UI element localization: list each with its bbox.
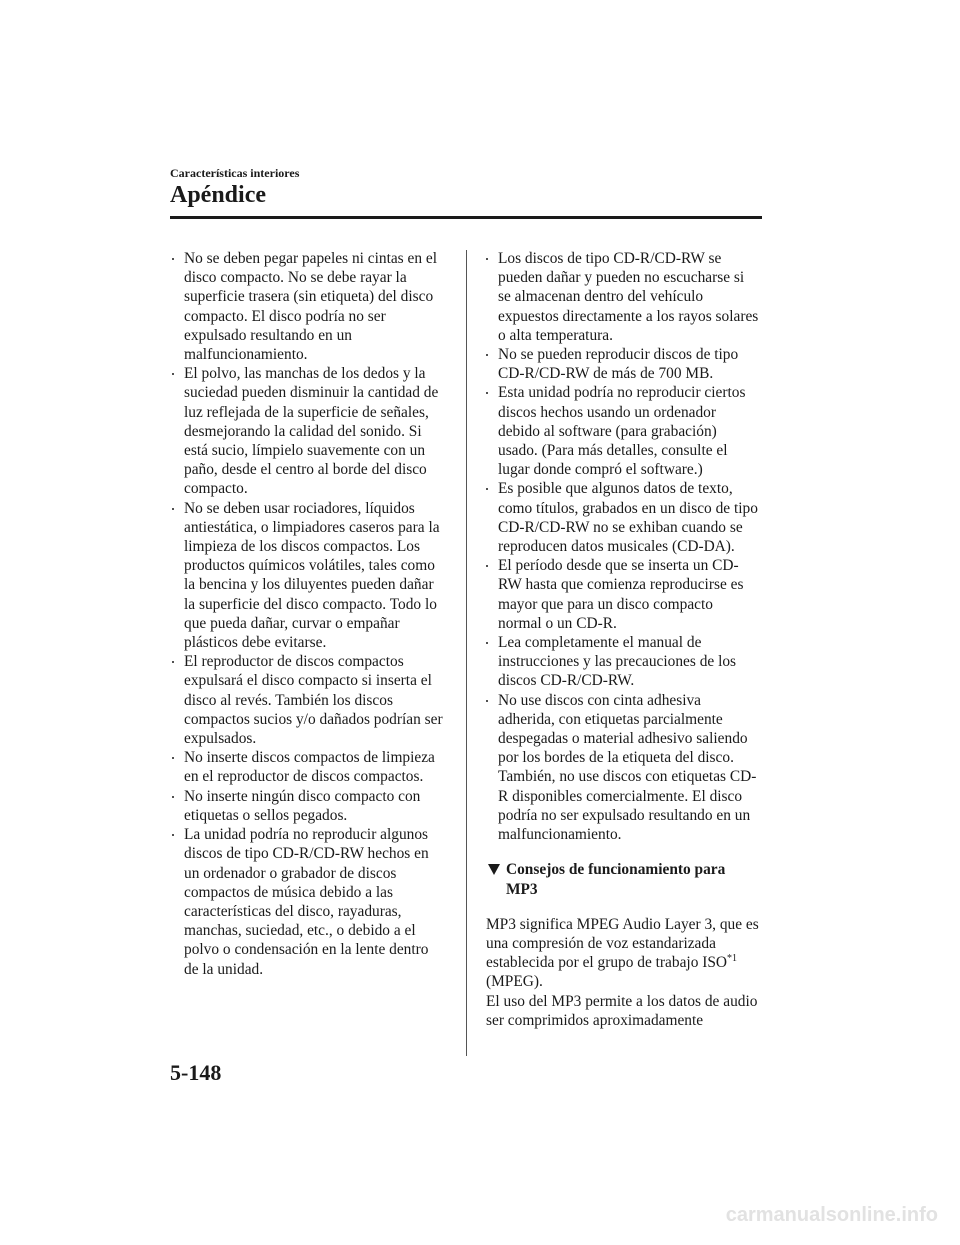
list-item-text: La unidad podría no reproducir algunos discos de tipo CD-R/CD-RW hechos en un ordenador o grabador de discos compactos de música debido a las características del disco, rayaduras, manchas, suciedad, etc., o debido a el polvo o condensación en la lente dentro de la unidad. bbox=[184, 826, 429, 978]
bullet-dot-icon bbox=[172, 258, 174, 260]
list-item bbox=[172, 787, 446, 825]
bullet-dot-icon bbox=[486, 565, 488, 567]
list-item-text: El polvo, las manchas de los dedos y la suciedad pueden disminuir la cantidad de luz reflejada de la superficie de señales, desmejorando la calidad del sonido. Si está sucio, límpielo suavemente con un paño, desde el centro al borde del disco compacto. bbox=[184, 365, 439, 498]
bullet-dot-icon bbox=[486, 488, 488, 490]
bullet-dot-icon bbox=[486, 392, 488, 394]
list-item bbox=[486, 479, 760, 556]
list-item bbox=[172, 825, 446, 979]
mp3-subheading bbox=[486, 860, 760, 898]
list-item bbox=[172, 652, 446, 748]
list-item bbox=[486, 345, 760, 383]
list-item-text: No inserte discos compactos de limpieza en el reproductor de discos compactos. bbox=[184, 749, 435, 786]
section-label: Características interiores bbox=[170, 166, 300, 180]
bullet-dot-icon bbox=[486, 642, 488, 644]
subheading-text: Consejos de funcionamiento para MP3 bbox=[506, 861, 726, 898]
list-item-text: Esta unidad podría no reproducir ciertos discos hechos usando un ordenador debido al software (para grabación) usado. (Para más detalles, consulte el lugar donde compró el software.) bbox=[498, 384, 746, 479]
paragraph-tail: (MPEG). bbox=[486, 973, 543, 991]
list-item-text: El reproductor de discos compactos expulsará el disco compacto si inserta el disco al revés. También los discos compactos sucios y/o dañados podrían ser expulsados. bbox=[184, 653, 443, 748]
list-item bbox=[172, 364, 446, 498]
list-item-text: No inserte ningún disco compacto con etiquetas o sellos pegados. bbox=[184, 787, 421, 824]
list-item bbox=[172, 249, 446, 364]
list-item-text: No se deben pegar papeles ni cintas en el disco compacto. No se debe rayar la superficie trasera (sin etiqueta) del disco compacto. El disco podría no ser expulsado resultando en un malfuncionamiento. bbox=[184, 250, 437, 364]
chapter-title: Apéndice bbox=[170, 182, 266, 208]
right-column bbox=[486, 249, 760, 1030]
bullet-dot-icon bbox=[172, 834, 174, 836]
list-item bbox=[486, 691, 760, 845]
bullet-dot-icon bbox=[486, 354, 488, 356]
list-item-text: Es posible que algunos datos de texto, como títulos, grabados en un disco de tipo CD-R/CD-RW no se exhiban cuando se reproducen datos musicales (CD-DA). bbox=[498, 480, 758, 556]
footnote-marker: *1 bbox=[727, 952, 738, 964]
triangle-down-icon bbox=[488, 864, 500, 875]
paragraph-text-2: El uso del MP3 permite a los datos de audio ser comprimidos aproximadamente bbox=[486, 992, 758, 1029]
bullet-dot-icon bbox=[172, 508, 174, 510]
list-item bbox=[486, 383, 760, 479]
list-item-text: No use discos con cinta adhesiva adherida, con etiquetas parcialmente despegadas o material adhesivo saliendo por los bordes de la etiqueta del disco. También, no use discos con etiquetas CD-R disponibles comercialmente. El disco podría no ser expulsado resultando en un malfuncionamiento. bbox=[498, 691, 757, 844]
list-item-text: No se deben usar rociadores, líquidos antiestática, o limpiadores caseros para la limpieza de los discos compactos. Los productos químicos volátiles, tales como la bencina y los diluyentes pueden dañar la superficie del disco compacto. Todo lo que pueda dañar, curvar o empañar plásticos debe evitarse. bbox=[184, 499, 440, 652]
left-bullet-list bbox=[172, 249, 446, 979]
list-item bbox=[486, 249, 760, 345]
mp3-paragraph bbox=[486, 915, 760, 1030]
column-divider bbox=[466, 250, 467, 1056]
list-item-text: Lea completamente el manual de instrucciones y las precauciones de los discos CD-R/CD-RW. bbox=[498, 634, 737, 690]
bullet-dot-icon bbox=[172, 757, 174, 759]
list-item bbox=[486, 633, 760, 691]
page-number: 5-148 bbox=[170, 1060, 222, 1085]
left-column bbox=[172, 249, 446, 979]
header-rule bbox=[170, 216, 762, 219]
list-item bbox=[172, 748, 446, 786]
bullet-dot-icon bbox=[172, 661, 174, 663]
bullet-dot-icon bbox=[172, 796, 174, 798]
bullet-dot-icon bbox=[486, 700, 488, 702]
right-bullet-list bbox=[486, 249, 760, 844]
list-item bbox=[172, 499, 446, 653]
bullet-dot-icon bbox=[486, 258, 488, 260]
watermark-logo: carmanualsonline.info bbox=[725, 1204, 938, 1226]
list-item bbox=[486, 556, 760, 633]
list-item-text: No se pueden reproducir discos de tipo CD-R/CD-RW de más de 700 MB. bbox=[498, 346, 739, 383]
bullet-dot-icon bbox=[172, 373, 174, 375]
list-item-text: El período desde que se inserta un CD-RW hasta que comienza reproducirse es mayor que para un disco compacto normal o un CD-R. bbox=[498, 557, 744, 632]
paragraph-text: MP3 significa MPEG Audio Layer 3, que es una compresión de voz estandarizada establecida por el grupo de trabajo ISO bbox=[486, 915, 759, 972]
list-item-text: Los discos de tipo CD-R/CD-RW se pueden dañar y pueden no escucharse si se almacenan dentro del vehículo expuestos directamente a los rayos solares o alta temperatura. bbox=[498, 250, 759, 344]
